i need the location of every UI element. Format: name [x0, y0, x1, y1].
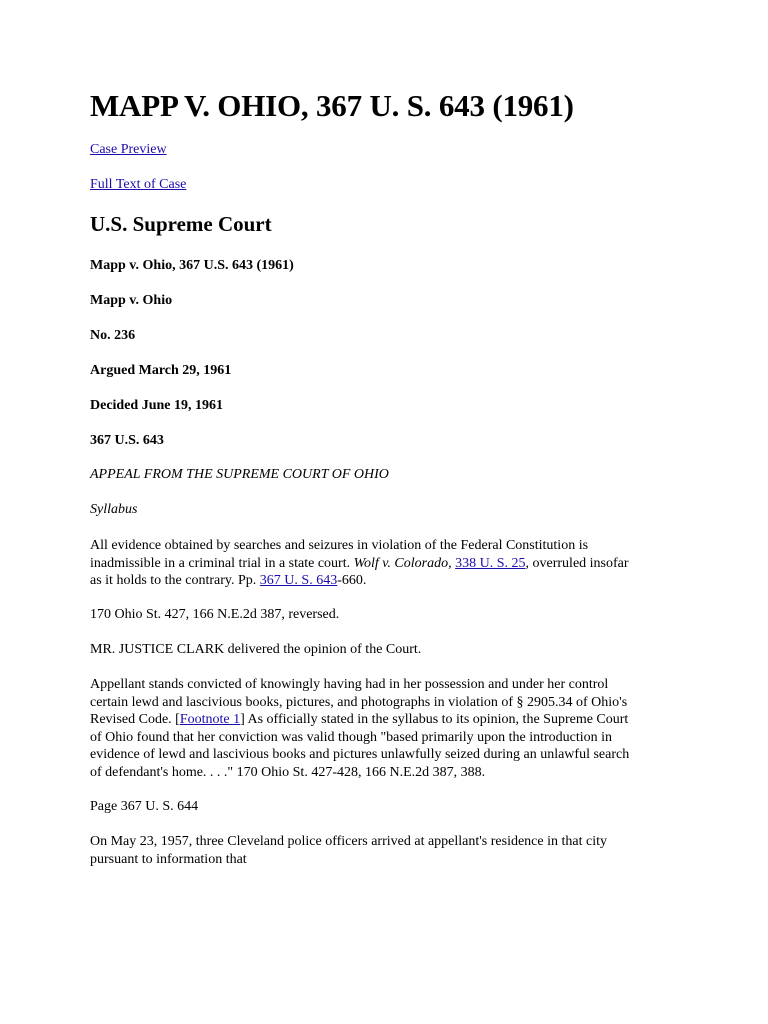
paragraph-line: certain lewd and lascivious books, pictures, and photographs in violation of § 2905.34 of Ohio's: [90, 694, 628, 710]
page-title: MAPP V. OHIO, 367 U. S. 643 (1961): [90, 88, 574, 123]
full-text-link[interactable]: Full Text of Case: [90, 177, 187, 192]
syllabus-line: inadmissible in a criminal trial in a state court. Wolf v. Colorado, 338 U. S. 25, overruled insofar: [90, 555, 629, 571]
opinion-paragraph-1: [90, 676, 629, 781]
paragraph-line: of Ohio found that her conviction was valid though "based primarily upon the introduction in: [90, 729, 613, 745]
paragraph-line: Revised Code. [Footnote 1] As officially stated in the syllabus to its opinion, the Supreme Court: [90, 712, 629, 727]
docket-number: No. 236: [90, 328, 136, 343]
disposition: 170 Ohio St. 427, 166 N.E.2d 387, reversed.: [90, 607, 340, 622]
paragraph-line: pursuant to information that: [90, 851, 247, 867]
case-preview-link-row: [90, 142, 167, 158]
citation-link-367-us-643[interactable]: 367 U. S. 643: [259, 573, 338, 588]
syllabus-line: All evidence obtained by searches and seizures in violation of the Federal Constitution is: [90, 538, 589, 553]
case-citation: Mapp v. Ohio, 367 U.S. 643 (1961): [90, 258, 294, 273]
paragraph-line: of defendant's home. . . ." 170 Ohio St. 427-428, 166 N.E.2d 387, 388.: [90, 764, 486, 780]
case-name-italic: Wolf v. Colorado,: [353, 555, 452, 571]
case-name: Mapp v. Ohio: [90, 293, 173, 308]
page-marker: Page 367 U. S. 644: [90, 799, 199, 814]
paragraph-line: Appellant stands convicted of knowingly having had in her possession and under her control: [90, 677, 609, 692]
paragraph-line: On May 23, 1957, three Cleveland police officers arrived at appellant's residence in that city: [90, 834, 607, 849]
syllabus-heading: Syllabus: [90, 502, 138, 517]
footnote-1-link[interactable]: Footnote 1: [179, 712, 241, 727]
full-text-link-row: [90, 177, 186, 193]
syllabus-paragraph: [90, 537, 629, 590]
argued-date: Argued March 29, 1961: [90, 363, 232, 378]
decided-date: Decided June 19, 1961: [90, 398, 223, 413]
syllabus-line: as it holds to the contrary. Pp. 367 U. S. 643-660.: [90, 573, 367, 588]
court-heading: U.S. Supreme Court: [90, 212, 272, 236]
appeal-line: APPEAL FROM THE SUPREME COURT OF OHIO: [90, 467, 389, 482]
citation-link-338-us-25[interactable]: 338 U. S. 25: [455, 555, 526, 571]
paragraph-line: evidence of lewd and lascivious books and pictures unlawfully seized during an unlawful search: [90, 747, 630, 762]
reporter-citation: 367 U.S. 643: [90, 433, 164, 448]
opinion-intro: MR. JUSTICE CLARK delivered the opinion of the Court.: [90, 642, 422, 657]
opinion-paragraph-2: [90, 833, 607, 868]
case-preview-link[interactable]: Case Preview: [90, 142, 167, 157]
